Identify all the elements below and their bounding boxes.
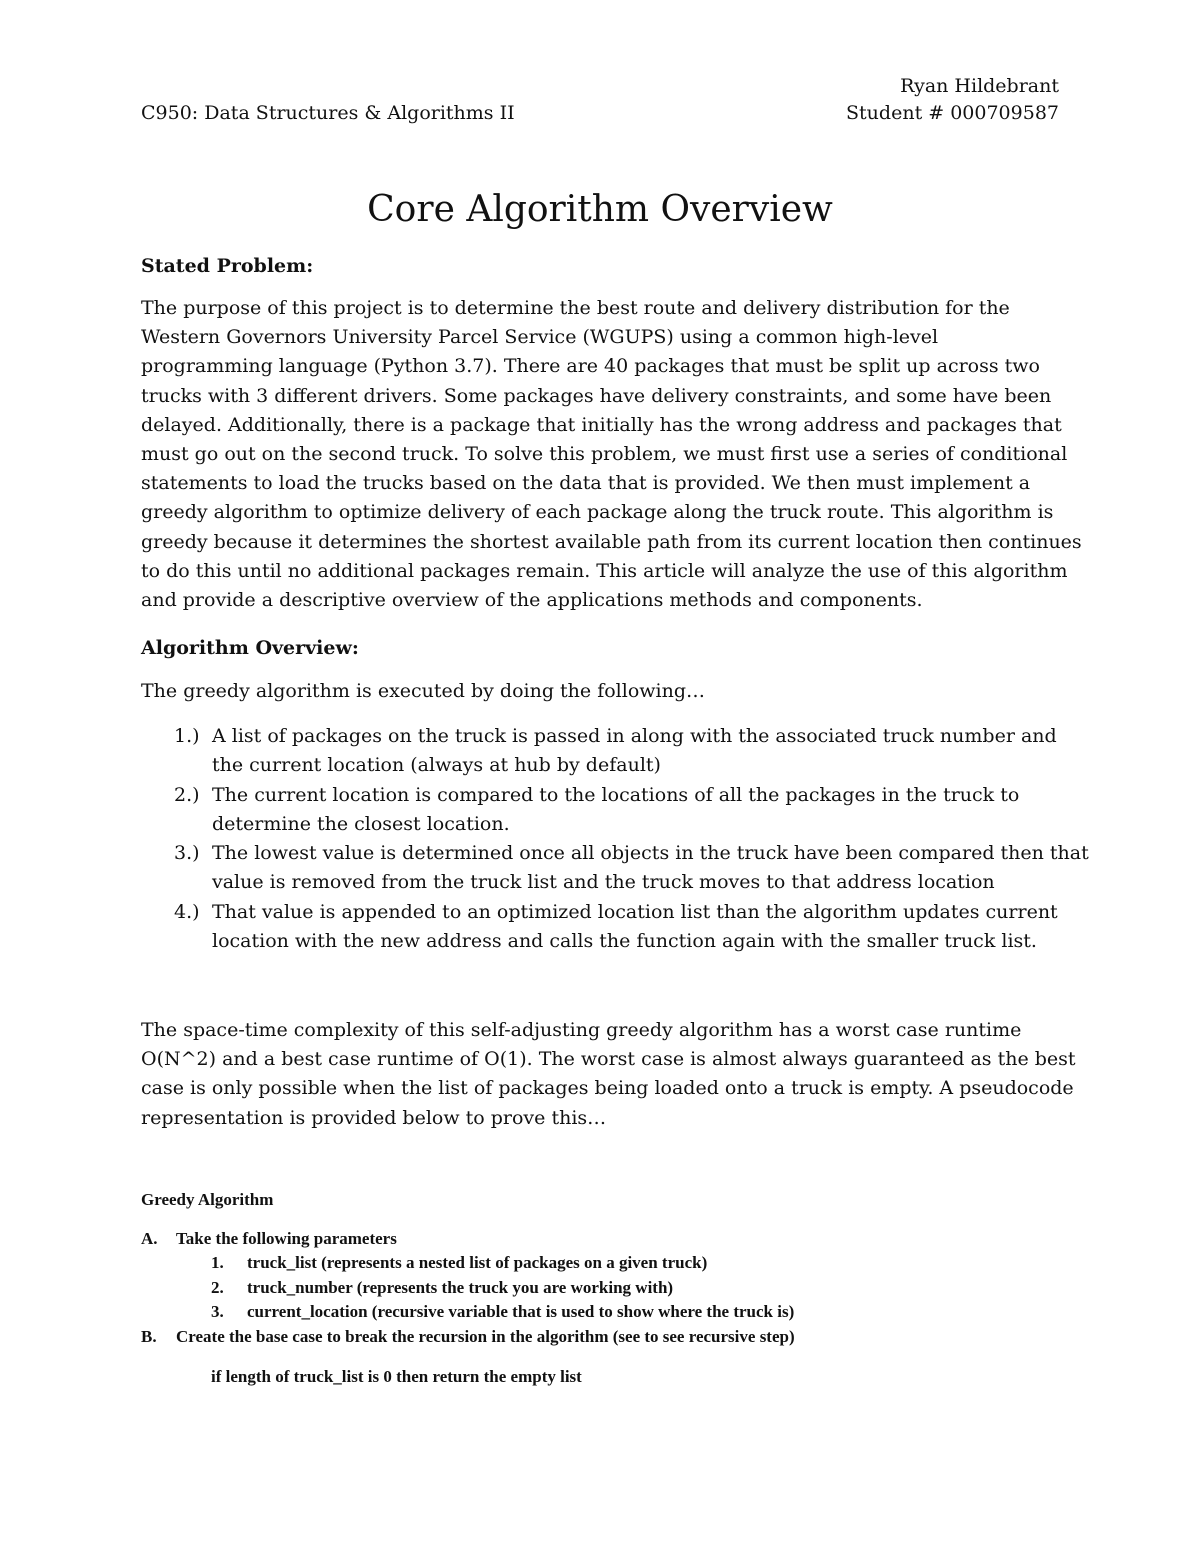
parameter-item [141,1276,1081,1300]
paragraph-line: O(N^2) and a best case runtime of O(1). The worst case is almost always guaranteed as the best [141,1048,1076,1071]
step-label: A. [141,1229,158,1248]
stated-problem-paragraph [141,294,1081,615]
paragraph-line: statements to load the trucks based on the data that is provided. We then must implement a [141,472,1031,495]
parameter-text: truck_number (represents the truck you are working with) [247,1278,674,1297]
step-number: 3.) [174,842,200,864]
paragraph-line: must go out on the second truck. To solve this problem, we must first use a series of conditional [141,443,1068,466]
step-text: That value is appended to an optimized location list than the algorithm updates current [212,901,1058,923]
paragraph-line: delayed. Additionally, there is a package that initially has the wrong address and packages that [141,413,1062,436]
paragraph-line: greedy because it determines the shortest available path from its current location then continues [141,530,1082,553]
paragraph-line: case is only possible when the list of packages being loaded onto a truck is empty. A pseudocode [141,1077,1074,1100]
page-title: Core Algorithm Overview [367,189,833,230]
author-name: Ryan Hildebrant [900,75,1059,97]
step-text: The lowest value is determined once all objects in the truck have been compared then that [212,842,1089,864]
step-number: 1.) [174,725,200,747]
course-title: C950: Data Structures & Algorithms II [141,102,515,124]
step-number: 4.) [174,901,200,923]
step-text: value is removed from the truck list and the truck moves to that address location [212,871,995,894]
paragraph-line: The space-time complexity of this self-adjusting greedy algorithm has a worst case runtime [141,1019,1022,1041]
step-text: A list of packages on the truck is passed in along with the associated truck number and [212,725,1057,747]
parameter-item [141,1300,1081,1324]
stated-problem-heading: Stated Problem: [141,255,314,277]
step-text: Create the base case to break the recursion in the algorithm (see to see recursive step) [176,1327,795,1346]
complexity-paragraph [141,1016,1081,1133]
step-text: determine the closest location. [212,813,510,836]
parameter-number: 2. [211,1278,224,1297]
pseudocode-step-b [141,1325,1081,1349]
algorithm-intro: The greedy algorithm is executed by doing the following… [141,680,705,702]
paragraph-line: The purpose of this project is to determine the best route and delivery distribution for the [141,297,1010,319]
paragraph-line: representation is provided below to prove this… [141,1106,607,1129]
parameter-item [141,1251,1081,1275]
paragraph-line: greedy algorithm to optimize delivery of each package along the truck route. This algorithm is [141,501,1054,524]
student-id: Student # 000709587 [846,102,1059,124]
paragraph-line: and provide a descriptive overview of the applications methods and components. [141,589,923,612]
pseudocode-heading: Greedy Algorithm [141,1190,274,1209]
paragraph-line: to do this until no additional packages remain. This article will analyze the use of this algorithm [141,559,1068,582]
base-case-code: if length of truck_list is 0 then return the empty list [211,1367,582,1386]
paragraph-line: trucks with 3 different drivers. Some packages have delivery constraints, and some have been [141,384,1052,407]
parameter-number: 3. [211,1302,224,1321]
algorithm-overview-heading: Algorithm Overview: [141,637,359,659]
paragraph-line: Western Governors University Parcel Service (WGUPS) using a common high-level [141,326,939,349]
step-text: the current location (always at hub by default) [212,754,661,777]
parameter-text: truck_list (represents a nested list of packages on a given truck) [247,1253,708,1272]
parameter-number: 1. [211,1253,224,1272]
step-text: location with the new address and calls the function again with the smaller truck list. [212,930,1037,953]
step-label: B. [141,1327,157,1346]
paragraph-line: programming language (Python 3.7). There are 40 packages that must be split up across two [141,355,1040,378]
step-number: 2.) [174,784,200,806]
parameter-text: current_location (recursive variable that is used to show where the truck is) [247,1302,795,1321]
pseudocode-step-a [141,1227,1081,1251]
step-text: The current location is compared to the locations of all the packages in the truck to [212,784,1020,806]
step-text: Take the following parameters [176,1229,397,1248]
